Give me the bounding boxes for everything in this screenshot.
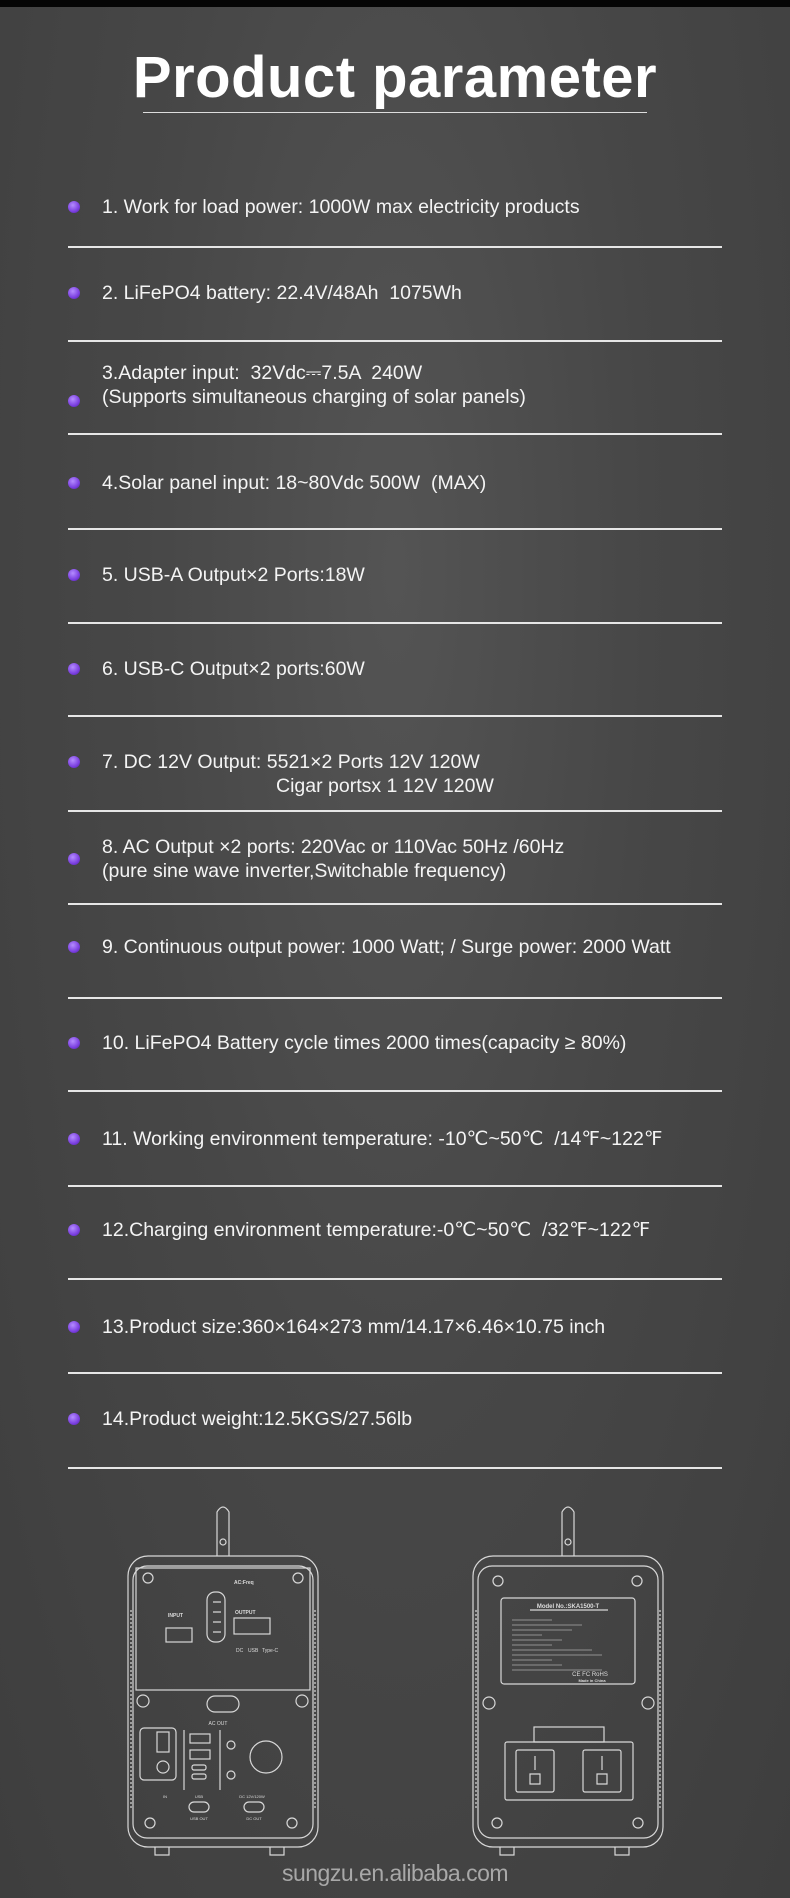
bullet-icon	[68, 201, 80, 213]
divider	[68, 1278, 722, 1280]
bullet-icon	[68, 1133, 80, 1145]
dc-out-label: DC OUT	[246, 1816, 262, 1821]
param-item-1: 1. Work for load power: 1000W max electricity products	[102, 196, 580, 218]
divider	[68, 246, 722, 248]
divider	[68, 1185, 722, 1187]
bullet-icon	[68, 1224, 80, 1236]
cigar-port	[250, 1741, 282, 1773]
bullet-icon	[68, 1037, 80, 1049]
bullet-icon	[68, 1413, 80, 1425]
bullet-icon	[68, 569, 80, 581]
param-item-2: 2. LiFePO4 battery: 22.4V/48Ah 1075Wh	[102, 282, 462, 304]
bullet-icon	[68, 395, 80, 407]
bullet-icon	[68, 477, 80, 489]
product-label	[501, 1598, 635, 1684]
param-item-5: 5. USB-A Output×2 Ports:18W	[102, 564, 365, 586]
back-view-drawing	[473, 1507, 663, 1855]
param-item-7-line-1: 7. DC 12V Output: 5521×2 Ports 12V 120W	[102, 751, 480, 773]
param-item-11: 11. Working environment temperature: -10℃~50℃ /14℉~122℉	[102, 1128, 663, 1150]
param-item-9: 9. Continuous output power: 1000 Watt; / Surge power: 2000 Watt	[102, 936, 671, 958]
divider	[68, 1372, 722, 1374]
cert-marks: CE FC RoHS	[572, 1672, 608, 1678]
top-bar	[0, 0, 790, 7]
made-in-label: Made in China	[578, 1678, 606, 1683]
param-item-3-line-2: (Supports simultaneous charging of solar panels)	[102, 386, 526, 408]
divider	[68, 622, 722, 624]
lcd-screen	[136, 1568, 310, 1690]
dc-label: DC 12V/120W	[239, 1794, 265, 1799]
dc-indicator: DC	[236, 1648, 244, 1654]
page-title: Product parameter	[132, 45, 658, 110]
divider	[68, 1090, 722, 1092]
divider	[68, 715, 722, 717]
ac-freq-label: AC:Freq	[234, 1580, 254, 1586]
bullet-icon	[68, 756, 80, 768]
ac-out-socket	[207, 1696, 239, 1712]
title-underline	[143, 112, 647, 113]
param-item-13: 13.Product size:360×164×273 mm/14.17×6.46×10.75 inch	[102, 1316, 606, 1338]
bullet-icon	[68, 287, 80, 299]
divider	[68, 1467, 722, 1469]
input-label: INPUT	[168, 1613, 183, 1619]
divider	[68, 433, 722, 435]
param-item-8-line-1: 8. AC Output ×2 ports: 220Vac or 110Vac 50Hz /60Hz	[102, 836, 565, 858]
ac-outlet-panel	[505, 1742, 633, 1800]
typec-indicator: Type-C	[262, 1648, 279, 1654]
usb-out-label: USB OUT	[190, 1816, 208, 1821]
output-label: OUTPUT	[235, 1610, 256, 1616]
ac-out-label: AC OUT	[208, 1721, 228, 1727]
divider	[68, 528, 722, 530]
back-handle	[562, 1507, 574, 1556]
param-item-3-line-1: 3.Adapter input: 32Vdc⎓7.5A 240W	[102, 362, 423, 384]
param-item-10: 10. LiFePO4 Battery cycle times 2000 times(capacity ≥ 80%)	[102, 1032, 627, 1054]
divider	[68, 997, 722, 999]
param-item-4: 4.Solar panel input: 18~80Vdc 500W (MAX)	[102, 472, 487, 494]
param-item-6: 6. USB-C Output×2 ports:60W	[102, 658, 365, 680]
bullet-icon	[68, 853, 80, 865]
param-item-8-line-2: (pure sine wave inverter,Switchable frequency)	[102, 860, 507, 882]
divider	[68, 810, 722, 812]
usb-label: USB	[194, 1794, 204, 1799]
usb-indicator: USB	[248, 1648, 259, 1654]
bullet-icon	[68, 1321, 80, 1333]
front-view-drawing	[128, 1507, 318, 1855]
product-drawings	[0, 1480, 790, 1898]
param-item-14: 14.Product weight:12.5KGS/27.56lb	[102, 1408, 413, 1430]
watermark: sungzu.en.alibaba.com	[281, 1860, 509, 1886]
param-item-12: 12.Charging environment temperature:-0℃~50℃ /32℉~122℉	[102, 1219, 651, 1241]
bullet-icon	[68, 941, 80, 953]
bullet-icon	[68, 663, 80, 675]
divider	[68, 340, 722, 342]
front-body	[128, 1556, 318, 1847]
in-label: IN	[163, 1794, 167, 1799]
divider	[68, 903, 722, 905]
param-item-7-line-2: Cigar portsx 1 12V 120W	[276, 775, 494, 797]
model-number: Model No.:SKA1500-T	[536, 1604, 600, 1610]
front-handle	[217, 1507, 229, 1556]
